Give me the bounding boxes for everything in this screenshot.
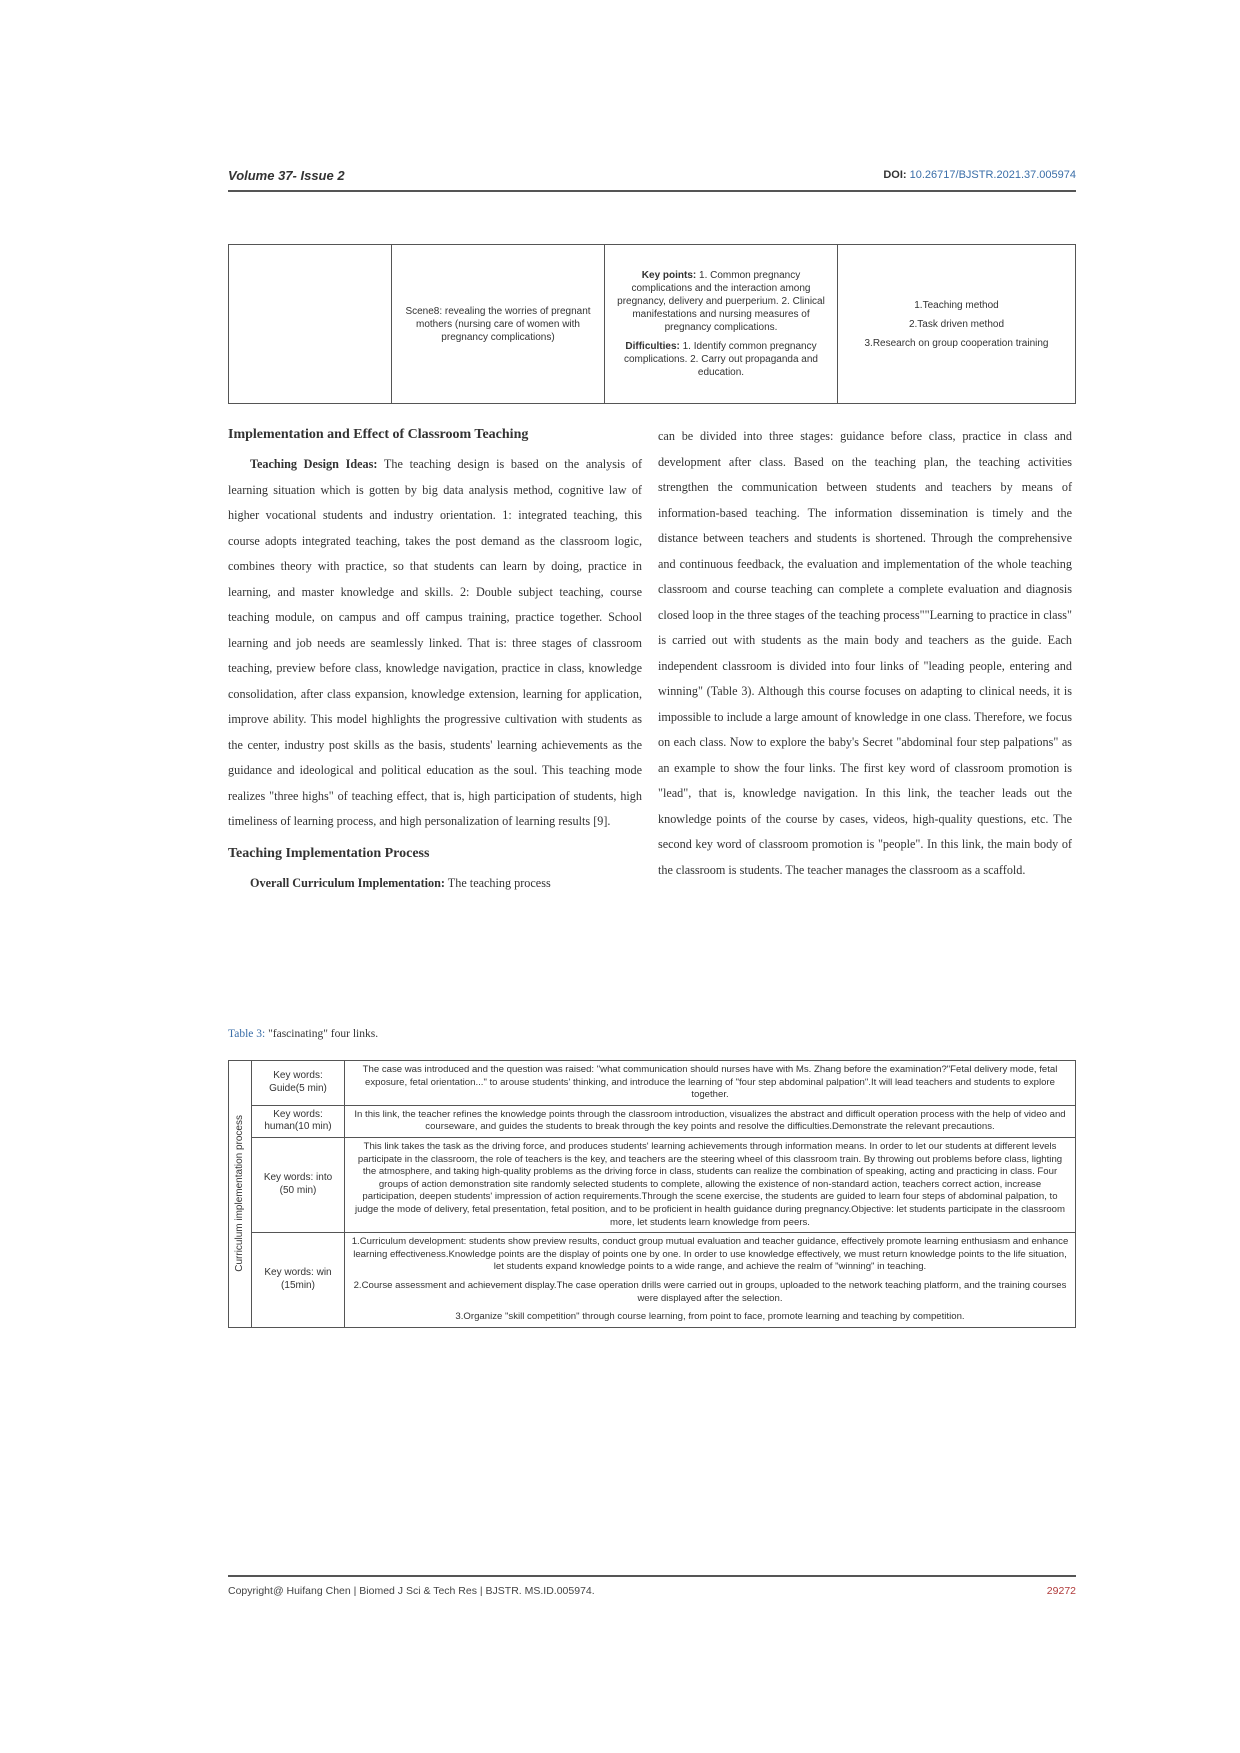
content-cell xyxy=(345,1233,1076,1328)
left-column xyxy=(228,424,642,896)
vertical-label: Curriculum implementation process xyxy=(233,1115,245,1273)
keyword-cell: Key words: human(10 min) xyxy=(252,1105,345,1137)
paragraph-text: The teaching process xyxy=(444,875,551,890)
caption-text: "fascinating" four links. xyxy=(265,1028,379,1040)
content-cell xyxy=(345,1061,1076,1106)
paragraph xyxy=(228,871,642,897)
paragraph-text: The teaching design is based on the analysis of learning situation which is gotten by big data analysis method, cognitive law of higher vocational students and industry orientation. 1: integrated teaching, this course adopts integrated teaching, takes the post demand as the classroom logic, combines theory with practice, so that students can learn by doing, practice in learning, and master knowledge and skills. 2: Double subject teaching, course teaching module, on campus and off campus training, practice together. School learning and job needs are seamlessly linked. That is: three stages of classroom teaching, preview before class, knowledge navigation, practice in class, knowledge consolidation, after class expansion, knowledge extension, learning for application, improve ability. This model highlights the progressive cultivation with students as the center, industry post skills as the basis, students' learning achievements as the guidance and ideological and political education as the soul. This teaching mode realizes "three highs" of teaching effect, that is, high participation of students, high timeliness of learning process, and high personalization of learning results [9]. xyxy=(228,457,643,828)
vertical-label-cell xyxy=(229,1061,252,1328)
content-cell xyxy=(345,1105,1076,1137)
table-row xyxy=(229,1137,1076,1232)
table-row xyxy=(229,1105,1076,1137)
keyword-cell: Key words: Guide(5 min) xyxy=(252,1061,345,1106)
method-item: 1.Teaching method xyxy=(914,299,999,311)
key-points-label: Key points: xyxy=(641,270,697,281)
volume-issue: Volume 37- Issue 2 xyxy=(228,168,345,183)
content-cell xyxy=(345,1137,1076,1232)
table-continued xyxy=(228,244,1076,404)
right-column xyxy=(658,424,1072,883)
content-text: 3.Organize "skill competition" through course learning, from point to face, promote learning and teaching by competition. xyxy=(455,1311,965,1323)
table-row xyxy=(229,1061,1076,1106)
keyword-cell: Key words: win (15min) xyxy=(252,1233,345,1328)
table-cell-key-points xyxy=(605,245,838,404)
doi-label: DOI: xyxy=(883,169,907,181)
paragraph-lead: Teaching Design Ideas: xyxy=(250,457,378,471)
table-caption xyxy=(228,1028,378,1040)
table-cell-empty xyxy=(229,245,392,404)
doi xyxy=(883,169,1076,181)
caption-label: Table 3: xyxy=(228,1028,266,1040)
section-heading: Implementation and Effect of Classroom Teaching xyxy=(228,427,529,442)
doi-link[interactable]: 10.26717/BJSTR.2021.37.005974 xyxy=(909,169,1076,181)
content-text: This link takes the task as the driving force, and produces students' learning achievements through information means. In order to let our students at different levels participate in the classroom, the role of teachers is the key, and teachers are the steering wheel of this classroom train. By throwing out problems before class, lighting the atmosphere, and taking high-quality problems as the driving force in class, students can realize the combination of speaking, acting and practicing in class. Four groups of action demonstration site randomly selected students to complete, allowing the existence of non-standard action, teachers correct action, increase participation, deepen students' impression of action requirements.Through the scene exercise, the students are guided to learn four steps of abdominal palpation, to judge the mode of delivery, fetal presentation, fetal position, and to be proficient in health guidance during pregnancy.Objective: let students participate in the classroom more, let students learn knowledge from peers. xyxy=(354,1140,1065,1228)
content-text: The case was introduced and the question was raised: "what communication should nurses have with Ms. Zhang before the examination?"Fetal delivery mode, fetal exposure, fetal orientation..." to arouse students' thinking, and introduce the learning of "four step abdominal palpation".It will lead teachers and students to explore together. xyxy=(362,1064,1058,1101)
content-text: In this link, the teacher refines the knowledge points through the classroom introduction, visualizes the abstract and difficult operation process with the help of video and courseware, and guides the students to break through the key points and resolve the difficulties.Demonstrate the relevant precautions. xyxy=(354,1108,1066,1133)
copyright: Copyright@ Huifang Chen | Biomed J Sci & Tech Res | BJSTR. MS.ID.005974. xyxy=(228,1585,595,1597)
table-cell-methods xyxy=(838,245,1076,404)
table-cell-scene: Scene8: revealing the worries of pregnant mothers (nursing care of women with pregnancy complications) xyxy=(392,245,605,404)
method-item: 2.Task driven method xyxy=(908,318,1005,330)
content-text: 2.Course assessment and achievement display.The case operation drills were carried out in groups, uploaded to the network teaching platform, and the training courses were displayed after the selection. xyxy=(353,1279,1067,1304)
subsection-heading: Teaching Implementation Process xyxy=(228,845,430,861)
table-row xyxy=(229,1233,1076,1328)
paragraph: can be divided into three stages: guidance before class, practice in class and development after class. Based on the teaching plan, the teaching activities strengthen the communication between students and teachers by means of information-based teaching. The information dissemination is timely and the distance between teachers and students is shortened. Through the comprehensive and continuous feedback, the evaluation and implementation of the whole teaching classroom and course teaching can complete a complete evaluation and diagnosis closed loop in the three stages of the teaching process""Learning to practice in class" is carried out with students as the main body and teachers as the guide. Each independent classroom is divided into four links of "leading people, entering and winning" (Table 3). Although this course focuses on adapting to clinical needs, it is impossible to include a large amount of knowledge in one class. Therefore, we focus on each class. Now to explore the baby's Secret "abdominal four step palpations" as an example to show the four links. The first key word of classroom promotion is "lead", that is, knowledge navigation. In this link, the teacher leads out the knowledge points of the course by cases, videos, high-quality questions, etc. The second key word of classroom promotion is "people". In this link, the main body of the classroom is students. The teacher manages the classroom as a scaffold. xyxy=(658,429,1072,877)
paragraph xyxy=(228,452,642,835)
difficulties-label: Difficulties: xyxy=(625,341,680,352)
page-number: 29272 xyxy=(1046,1585,1076,1597)
content-text: 1.Curriculum development: students show preview results, conduct group mutual evaluation and teacher guidance, effectively promote learning enthusiasm and enhance learning effectiveness.Knowledge points are the display of points one by one. In order to use knowledge effectively, we must return knowledge points to the life situation, let students expand knowledge points to a wide range, and achieve the realm of "winning" in teaching. xyxy=(351,1236,1069,1273)
page-footer xyxy=(228,1575,1076,1597)
table-row xyxy=(229,245,1076,404)
method-item: 3.Research on group cooperation training xyxy=(864,337,1049,349)
page-header xyxy=(228,168,1076,192)
table-3 xyxy=(228,1060,1076,1328)
paragraph-lead: Overall Curriculum Implementation: xyxy=(250,875,445,890)
keyword-cell: Key words: into (50 min) xyxy=(252,1137,345,1232)
difficulties-text: 1. Identify common pregnancy complications. 2. Carry out propaganda and education. xyxy=(623,341,818,378)
key-points-text: 1. Common pregnancy complications and the interaction among pregnancy, delivery and puerperium. 2. Clinical manifestations and nursing measures of pregnancy complications. xyxy=(617,270,825,333)
